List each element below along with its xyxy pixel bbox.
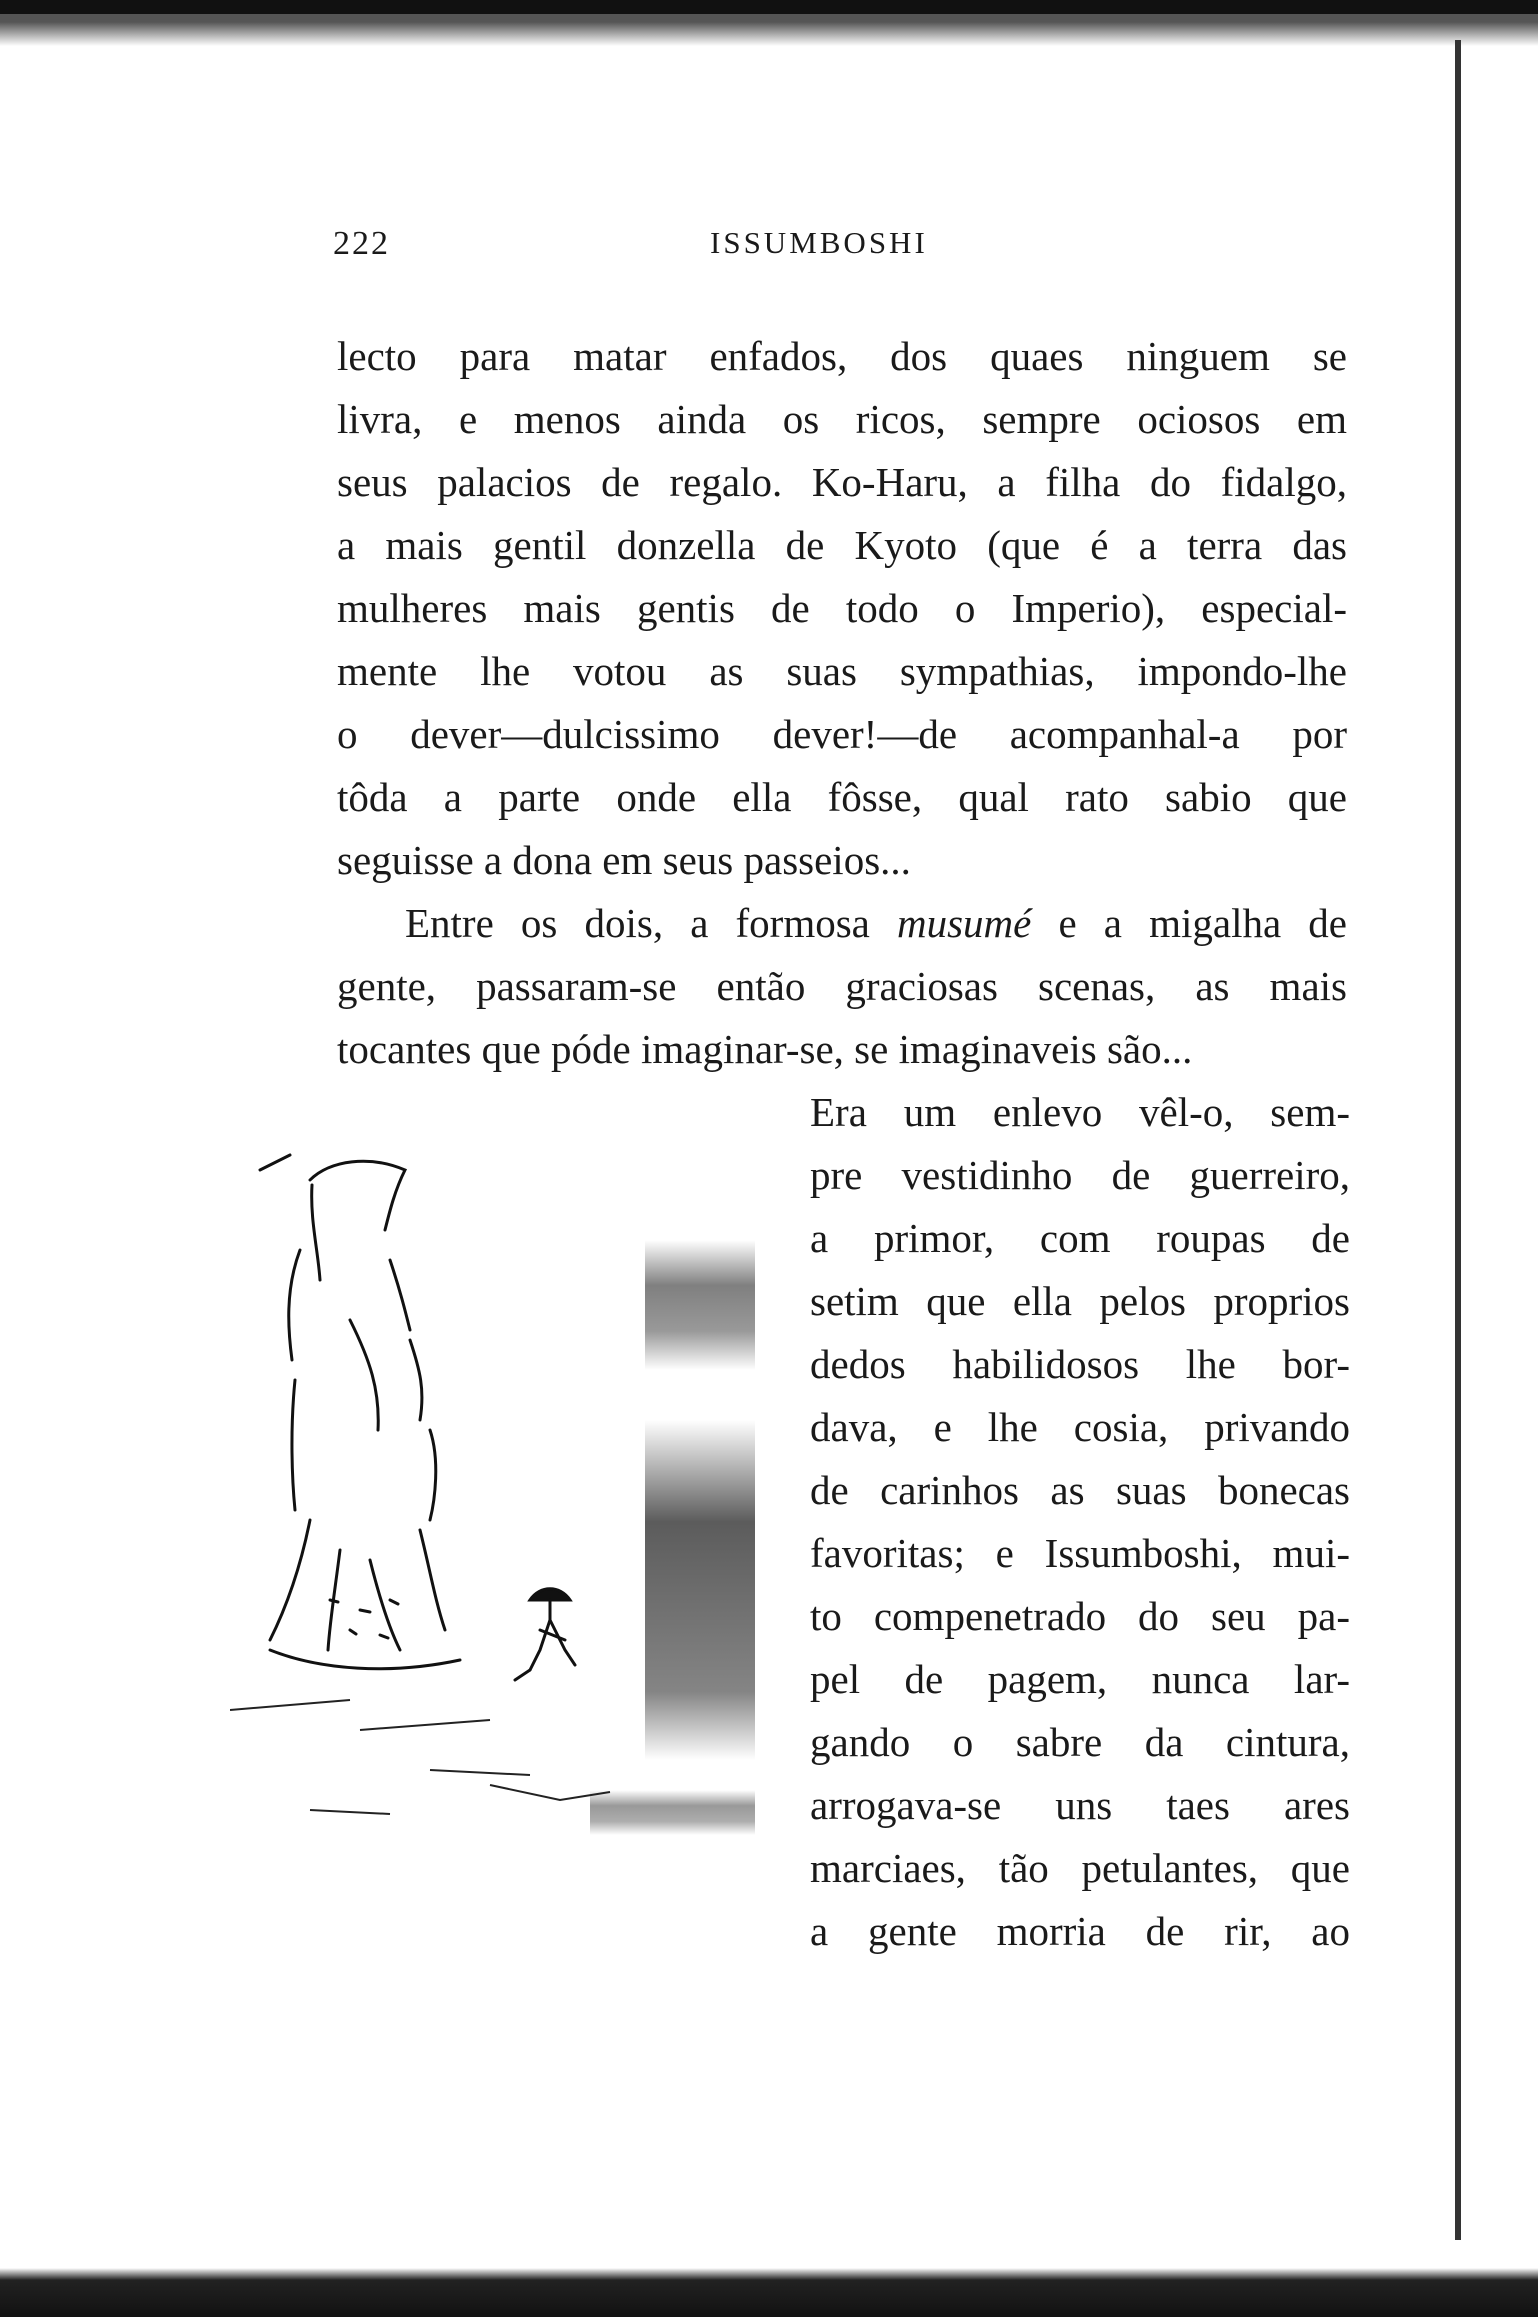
- text-line: dava, e lhe cosia, privando: [810, 1404, 1350, 1450]
- text-run: Entre os dois, a formosa: [405, 900, 897, 946]
- text-line: de carinhos as suas bonecas: [810, 1467, 1350, 1513]
- text-line: mente lhe votou as suas sympathias, impondo-lhe: [337, 648, 1347, 694]
- text-line: pre vestidinho de guerreiro,: [810, 1152, 1350, 1198]
- text-line: o dever—dulcissimo dever!—de acompanhal-a por: [337, 711, 1347, 757]
- illustration: [230, 1130, 790, 1930]
- woman-figure: [260, 1155, 460, 1669]
- text-line: to compenetrado do seu pa-: [810, 1593, 1350, 1639]
- text-line: Era um enlevo vêl-o, sem-: [810, 1089, 1350, 1135]
- shade-block: [590, 1790, 755, 1835]
- text-line: gando o sabre da cintura,: [810, 1719, 1350, 1765]
- page-number: 222: [333, 225, 390, 262]
- text-line: a primor, com roupas de: [810, 1215, 1350, 1261]
- running-title: ISSUMBOSHI: [710, 225, 928, 260]
- text-line: marciaes, tão petulantes, que: [810, 1845, 1350, 1891]
- text-line: seguisse a dona em seus passeios...: [337, 837, 911, 883]
- text-line: dedos habilidosos lhe bor-: [810, 1341, 1350, 1387]
- text-line: setim que ella pelos proprios: [810, 1278, 1350, 1324]
- italic-word: musumé: [896, 900, 1032, 946]
- text-line: tôda a parte onde ella fôsse, qual rato sabio que: [337, 774, 1347, 820]
- text-line: arrogava-se uns taes ares: [810, 1782, 1350, 1828]
- scan-edge-top: [0, 0, 1538, 46]
- text-line: pel de pagem, nunca lar-: [810, 1656, 1350, 1702]
- text-line: a gente morria de rir, ao: [810, 1908, 1350, 1954]
- text-line: mulheres mais gentis de todo o Imperio), especial-: [337, 585, 1347, 631]
- issumboshi-figure: [515, 1589, 575, 1680]
- ground-strokes: [230, 1700, 610, 1814]
- text-line: lecto para matar enfados, dos quaes ninguem se: [337, 333, 1347, 379]
- text-run: e a migalha de: [1031, 900, 1347, 946]
- text-line: livra, e menos ainda os ricos, sempre ociosos em: [337, 396, 1347, 442]
- shade-block: [645, 1240, 755, 1370]
- text-line: a mais gentil donzella de Kyoto (que é a terra das: [337, 522, 1347, 568]
- shade-block: [645, 1420, 755, 1760]
- text-line: favoritas; e Issumboshi, mui-: [810, 1530, 1350, 1576]
- text-line: gente, passaram-se então graciosas scenas, as mais: [337, 963, 1347, 1009]
- text-line: seus palacios de regalo. Ko-Haru, a filha do fidalgo,: [337, 459, 1347, 505]
- text-line: [405, 897, 1347, 949]
- scan-edge-right: [1455, 40, 1461, 2240]
- text-line: tocantes que póde imaginar-se, se imaginaveis são...: [337, 1026, 1193, 1072]
- scan-edge-bottom: [0, 2268, 1538, 2317]
